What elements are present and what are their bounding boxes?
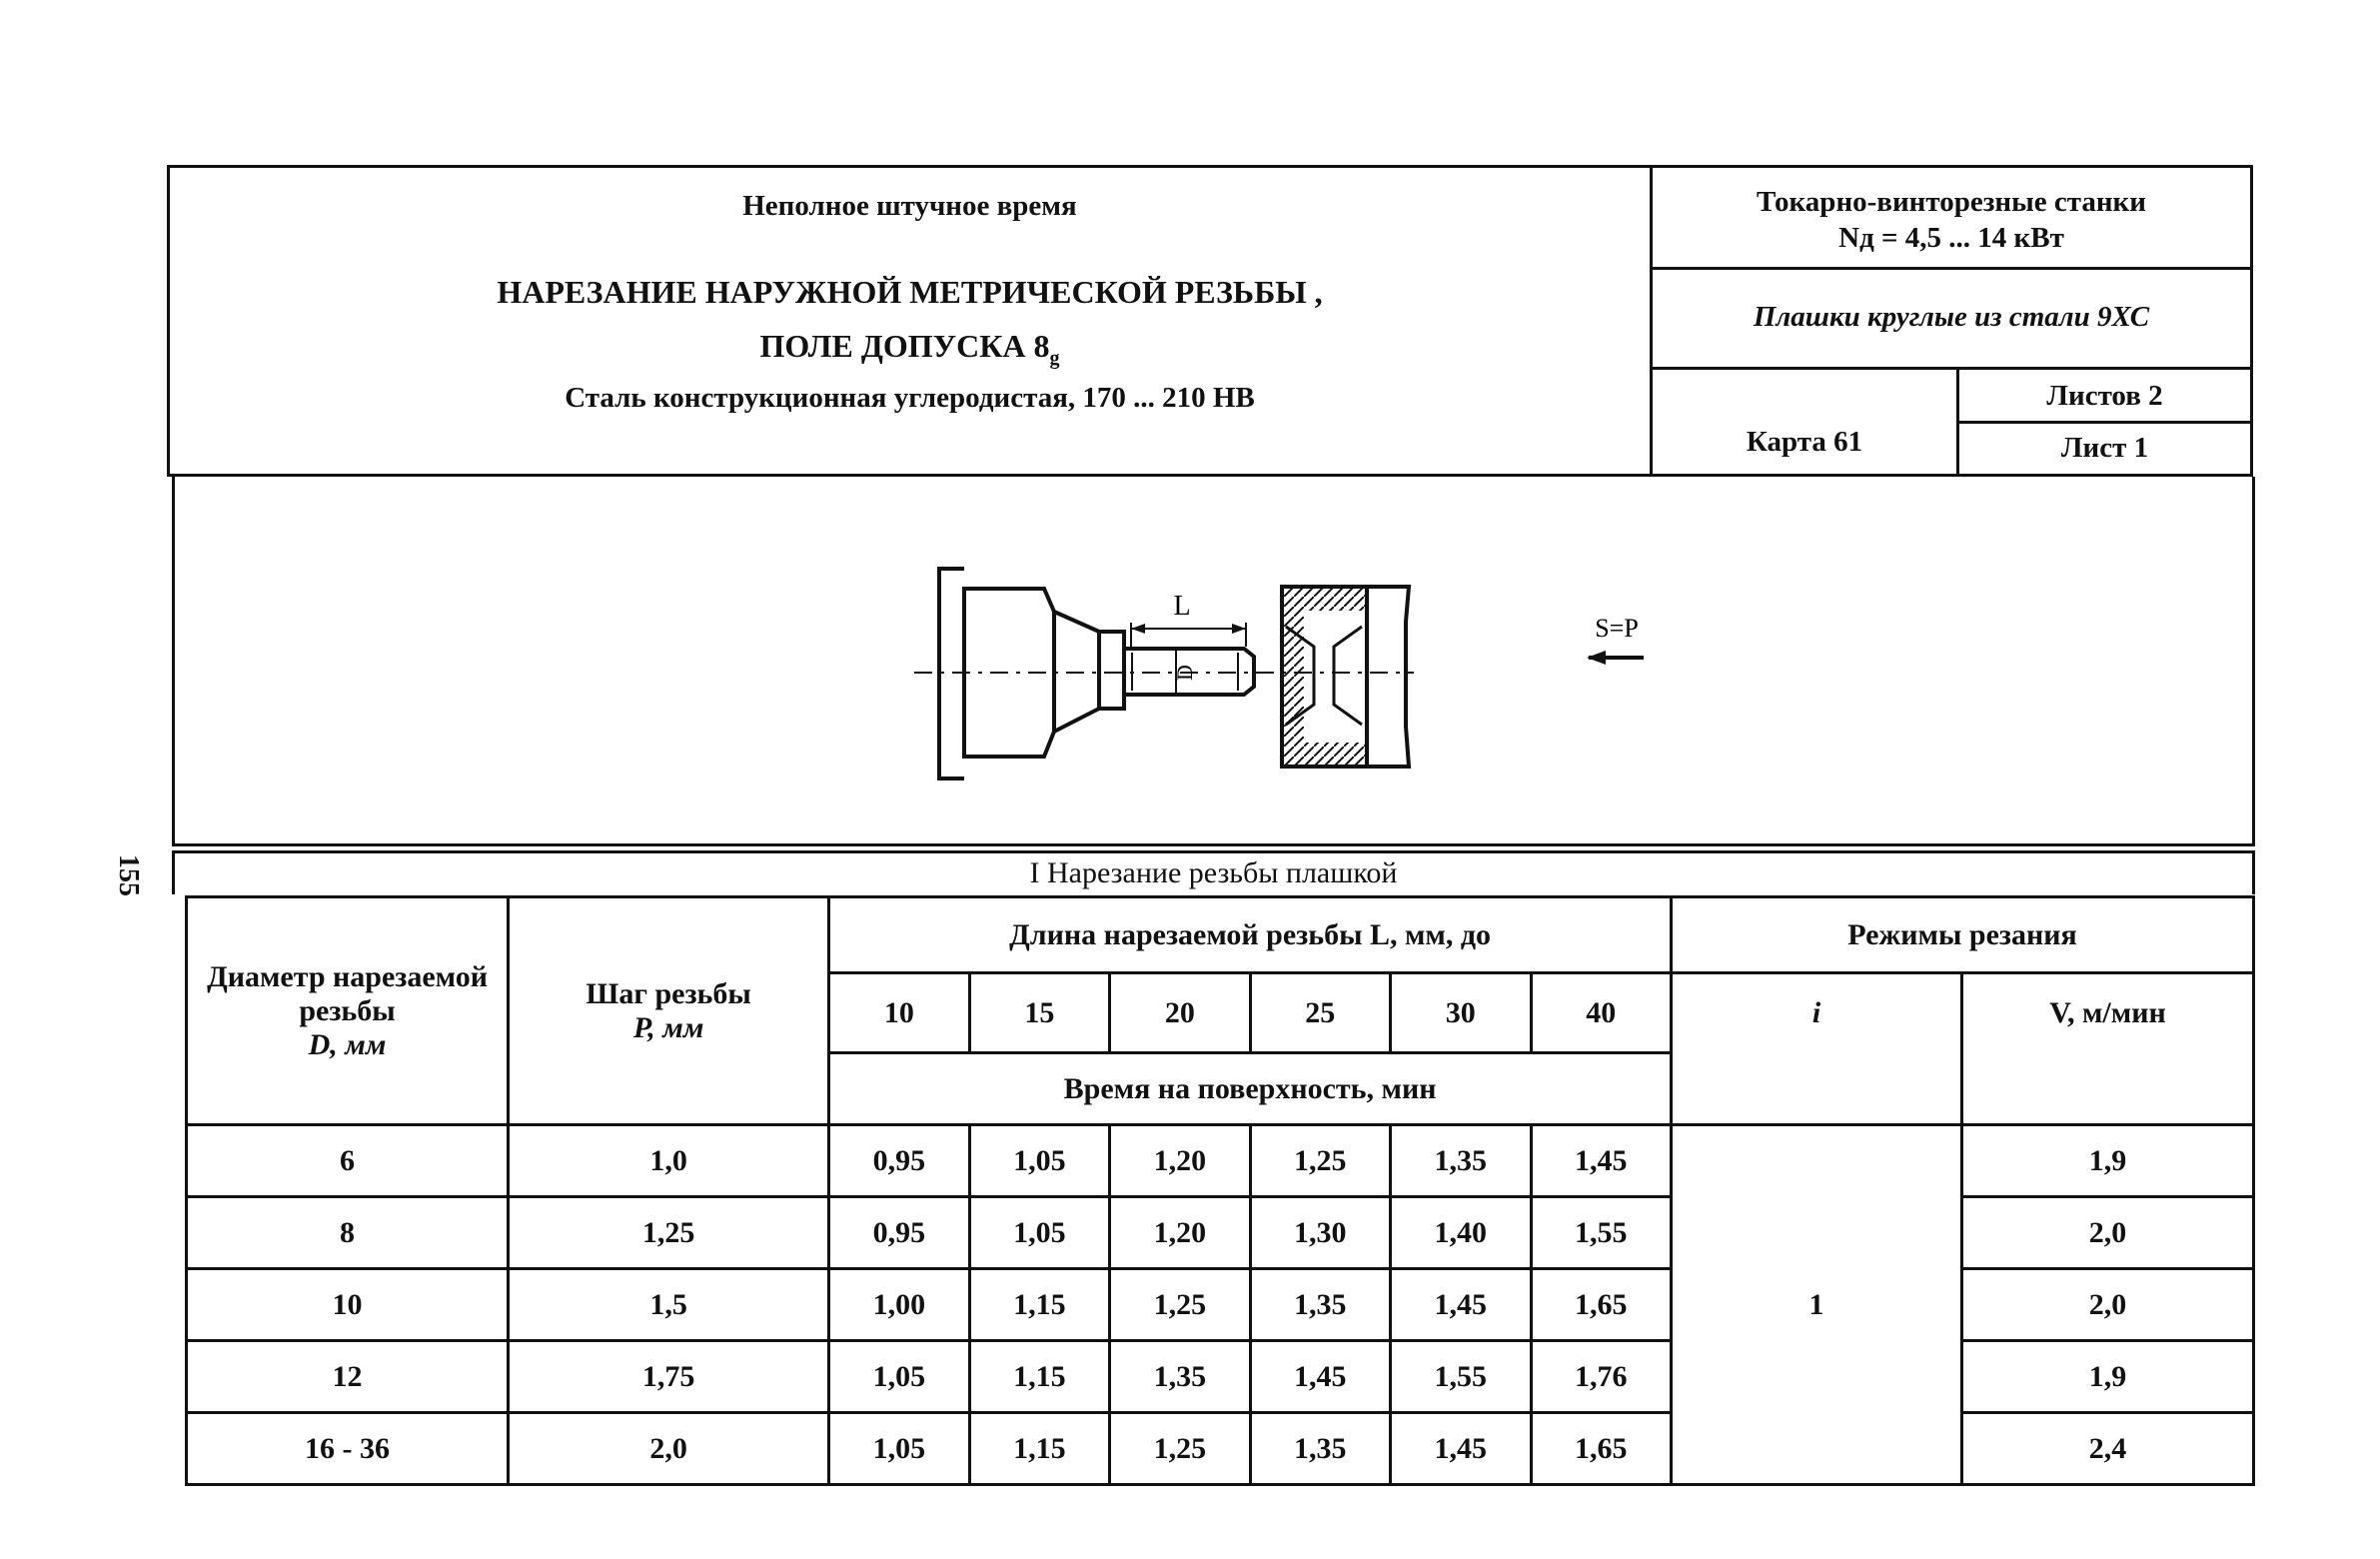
cell-time: 1,35 (1110, 1341, 1250, 1413)
header-diameter-label: Диаметр нарезаемой резьбы (207, 959, 489, 1027)
sheet-number: Лист 1 (2060, 432, 2149, 464)
cell-time: 1,45 (1391, 1269, 1531, 1341)
cell-time: 1,35 (1391, 1125, 1531, 1197)
cell-time: 1,55 (1391, 1341, 1531, 1413)
length-col-10: 10 (829, 973, 969, 1053)
cell-time: 1,40 (1391, 1197, 1531, 1269)
cell-time: 1,05 (829, 1413, 969, 1485)
cell-pitch: 2,0 (509, 1413, 829, 1485)
cutting-time-table (185, 895, 2255, 1486)
page-number: 155 (113, 854, 144, 896)
cell-pitch: 1,25 (509, 1197, 829, 1269)
header-block (167, 165, 2253, 477)
cell-time: 0,95 (829, 1125, 969, 1197)
cell-time: 1,25 (1110, 1269, 1250, 1341)
cell-time: 1,15 (969, 1413, 1109, 1485)
header-caption: Неполное штучное время (742, 190, 1077, 222)
cell-time: 1,45 (1250, 1341, 1390, 1413)
feed-arrow-icon (1587, 651, 1606, 665)
cell-speed: 2,0 (1961, 1269, 2253, 1341)
cell-time: 1,20 (1110, 1125, 1250, 1197)
cell-time: 1,25 (1110, 1413, 1250, 1485)
cell-time: 1,05 (969, 1197, 1109, 1269)
cell-diameter: 6 (187, 1125, 509, 1197)
header-pitch (509, 897, 829, 1125)
cell-time: 1,05 (969, 1125, 1109, 1197)
sheets-total: Листов 2 (2046, 380, 2163, 412)
tolerance-label: ПОЛЕ ДОПУСКА 8 (759, 328, 1050, 364)
length-col-40: 40 (1531, 973, 1672, 1053)
header-cutting-modes: Режимы резания (1672, 897, 2254, 973)
length-col-25: 25 (1250, 973, 1390, 1053)
cell-time: 1,25 (1250, 1125, 1390, 1197)
header-diameter-unit: D, мм (308, 1027, 387, 1061)
dimension-d-label: D (1172, 665, 1197, 681)
document-title-line2 (170, 328, 1650, 370)
cell-time: 1,15 (969, 1269, 1109, 1341)
material-line: Сталь конструкционная углеродистая, 170 ... 210 НВ (565, 382, 1255, 414)
length-col-15: 15 (969, 973, 1109, 1053)
feed-label: S=P (1595, 614, 1639, 643)
card-number: Карта 61 (1746, 426, 1863, 458)
cell-diameter: 12 (187, 1341, 509, 1413)
cell-time: 1,65 (1531, 1269, 1672, 1341)
header-thread-length: Длина нарезаемой резьбы L, мм, до (829, 897, 1672, 973)
header-passes-i: i (1672, 973, 1962, 1125)
cell-passes-i: 1 (1672, 1125, 1962, 1485)
section-title: I Нарезание резьбы плашкой (172, 850, 2255, 894)
length-col-30: 30 (1391, 973, 1531, 1053)
cell-diameter: 8 (187, 1197, 509, 1269)
cell-time: 1,65 (1531, 1413, 1672, 1485)
header-surface-time: Время на поверхность, мин (829, 1053, 1672, 1125)
header-diameter (187, 897, 509, 1125)
cell-time: 1,35 (1250, 1413, 1390, 1485)
cell-time: 1,76 (1531, 1341, 1672, 1413)
cell-time: 0,95 (829, 1197, 969, 1269)
cell-speed: 1,9 (1961, 1125, 2253, 1197)
tolerance-subscript: g (1049, 347, 1060, 370)
cell-speed: 2,4 (1961, 1413, 2253, 1485)
tool-description: Плашки круглые из стали 9ХС (1753, 301, 2150, 333)
cell-pitch: 1,75 (509, 1341, 829, 1413)
dimension-l-label: L (1173, 591, 1191, 622)
thread-cutting-diagram (175, 477, 2258, 846)
header-speed-v: V, м/мин (1961, 973, 2253, 1125)
length-col-20: 20 (1110, 973, 1250, 1053)
cell-diameter: 16 - 36 (187, 1413, 509, 1485)
cell-time: 1,45 (1391, 1413, 1531, 1485)
cell-diameter: 10 (187, 1269, 509, 1341)
drawing-panel (172, 477, 2255, 846)
document-title-line1: НАРЕЗАНИЕ НАРУЖНОЙ МЕТРИЧЕСКОЙ РЕЗЬБЫ , (497, 274, 1323, 310)
cell-time: 1,15 (969, 1341, 1109, 1413)
cell-time: 1,20 (1110, 1197, 1250, 1269)
header-pitch-label: Шаг резьбы (586, 976, 751, 1010)
cell-pitch: 1,5 (509, 1269, 829, 1341)
cell-speed: 1,9 (1961, 1341, 2253, 1413)
header-pitch-unit: P, мм (632, 1010, 704, 1044)
table-row (187, 1125, 2254, 1197)
cell-time: 1,00 (829, 1269, 969, 1341)
cell-time: 1,35 (1250, 1269, 1390, 1341)
cell-pitch: 1,0 (509, 1125, 829, 1197)
cell-time: 1,55 (1531, 1197, 1672, 1269)
machine-power: Nд = 4,5 ... 14 кВт (1838, 222, 2064, 254)
cell-time: 1,05 (829, 1341, 969, 1413)
cell-time: 1,30 (1250, 1197, 1390, 1269)
machine-type: Токарно-винторезные станки (1757, 186, 2146, 218)
cell-speed: 2,0 (1961, 1197, 2253, 1269)
cell-time: 1,45 (1531, 1125, 1672, 1197)
